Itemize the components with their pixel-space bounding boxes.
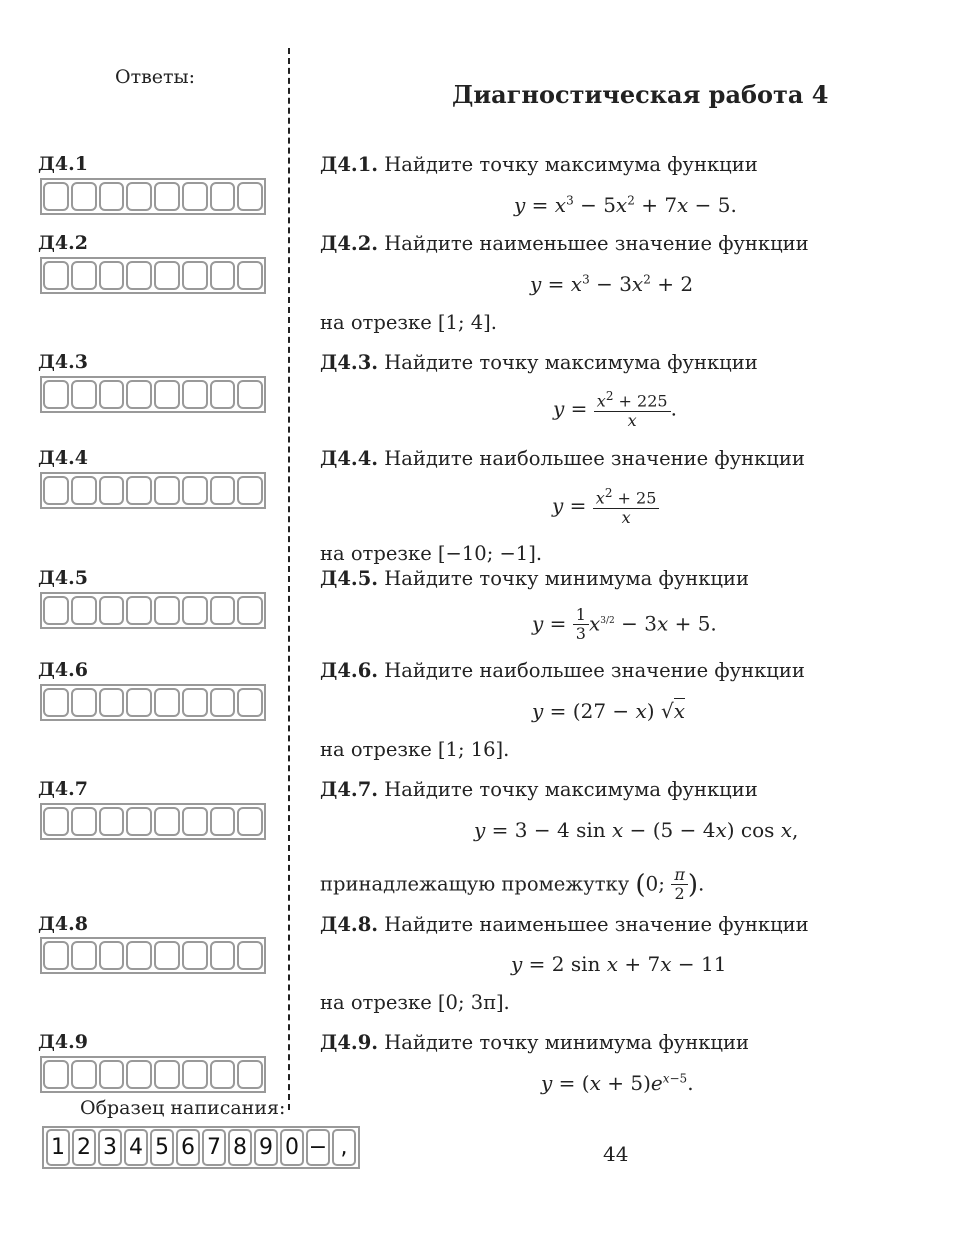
sample-digit: 2 [72, 1129, 96, 1166]
sample-digit: 4 [124, 1129, 148, 1166]
problem-4-number: Д4.4. [320, 447, 379, 470]
problem-7-note-text: принадлежащую промежутку [320, 872, 630, 896]
formula-3: y = $\frac{x^2 + 225}{x}$ . [553, 389, 677, 430]
sample-digit: 5 [150, 1129, 174, 1166]
problem-8-text: Найдите наименьшее значение функции [384, 913, 809, 936]
answer-field-1[interactable] [40, 178, 266, 215]
problem-9-text: Найдите точку минимума функции [384, 1031, 749, 1054]
answer-field-7[interactable] [40, 803, 266, 840]
sample-digit: 3 [98, 1129, 122, 1166]
sample-digit: 8 [228, 1129, 252, 1166]
sample-digit: 6 [176, 1129, 200, 1166]
problem-7-number: Д4.7. [320, 778, 379, 801]
answer-label-4: Д4.4 [38, 447, 88, 469]
answer-label-5: Д4.5 [38, 567, 88, 589]
problem-2-note: на отрезке [1; 4]. [320, 311, 497, 334]
problem-7 [320, 778, 758, 801]
problem-6-number: Д4.6. [320, 659, 379, 682]
answers-title: Ответы: [115, 66, 196, 88]
formula-2: $y = x^3 - 3x^2 + 2$ [530, 272, 694, 296]
sample-label: Образец написания: [80, 1097, 286, 1119]
problem-9 [320, 1031, 749, 1054]
answer-field-2[interactable] [40, 257, 266, 294]
problem-7-note: принадлежащую промежутку (0; $\frac{\pi}{2}$ ). [320, 865, 705, 904]
answer-field-8[interactable] [40, 937, 266, 974]
problem-8-note: на отрезке [0; 3π]. [320, 991, 510, 1014]
answer-field-6[interactable] [40, 684, 266, 721]
problem-7-text: Найдите точку максимума функции [384, 778, 758, 801]
problem-2-text: Найдите наименьшее значение функции [384, 232, 809, 255]
problem-3 [320, 351, 758, 374]
problem-8 [320, 913, 809, 936]
problem-3-text: Найдите точку максимума функции [384, 351, 758, 374]
problem-9-number: Д4.9. [320, 1031, 379, 1054]
sample-minus: − [306, 1129, 330, 1166]
sample-digit: 1 [46, 1129, 70, 1166]
problem-3-number: Д4.3. [320, 351, 379, 374]
problem-5 [320, 567, 749, 590]
sample-digit: 0 [280, 1129, 304, 1166]
answer-field-5[interactable] [40, 592, 266, 629]
problem-4-text: Найдите наибольшее значение функции [384, 447, 805, 470]
formula-9: $y = (x + 5)e^{x-5}$. [541, 1071, 694, 1095]
answer-field-4[interactable] [40, 472, 266, 509]
answer-label-1: Д4.1 [38, 153, 88, 175]
dashed-divider [288, 48, 290, 1110]
sample-digits [42, 1126, 360, 1169]
formula-4: y = $\frac{x^2 + 25}{x}$ [552, 487, 659, 527]
problem-6-text: Найдите наибольшее значение функции [384, 659, 805, 682]
formula-6: y = (27 − x) √x [532, 699, 685, 723]
formula-7: y = 3 − 4 sin x − (5 − 4x) cos x, [474, 818, 799, 842]
problem-6-note: на отрезке [1; 16]. [320, 738, 510, 761]
answer-field-9[interactable] [40, 1056, 266, 1093]
sample-digit: 9 [254, 1129, 278, 1166]
page-number: 44 [603, 1142, 629, 1166]
answer-label-3: Д4.3 [38, 351, 88, 373]
answer-field-3[interactable] [40, 376, 266, 413]
sample-digit: 7 [202, 1129, 226, 1166]
sample-comma: , [332, 1129, 356, 1166]
answer-label-9: Д4.9 [38, 1031, 88, 1053]
formula-1: $y = x^3 - 5x^2 + 7x - 5$. [514, 193, 737, 217]
answer-label-8: Д4.8 [38, 913, 88, 935]
problem-5-text: Найдите точку минимума функции [384, 567, 749, 590]
answer-label-6: Д4.6 [38, 659, 88, 681]
problem-4 [320, 447, 805, 470]
problem-4-note: на отрезке [−10; −1]. [320, 542, 543, 565]
problem-5-number: Д4.5. [320, 567, 379, 590]
problem-2 [320, 232, 809, 255]
problem-1 [320, 153, 758, 176]
answer-label-7: Д4.7 [38, 778, 88, 800]
formula-8: y = 2 sin x + 7x − 11 [511, 952, 727, 976]
problem-1-text: Найдите точку максимума функции [384, 153, 758, 176]
answer-label-2: Д4.2 [38, 232, 88, 254]
formula-5: y = $\frac{1}{3}$ $x^{3/2} - 3x + 5$. [532, 605, 717, 644]
problem-8-number: Д4.8. [320, 913, 379, 936]
page-heading: Диагностическая работа 4 [452, 80, 829, 109]
problem-6 [320, 659, 805, 682]
problem-2-number: Д4.2. [320, 232, 379, 255]
problem-1-number: Д4.1. [320, 153, 379, 176]
